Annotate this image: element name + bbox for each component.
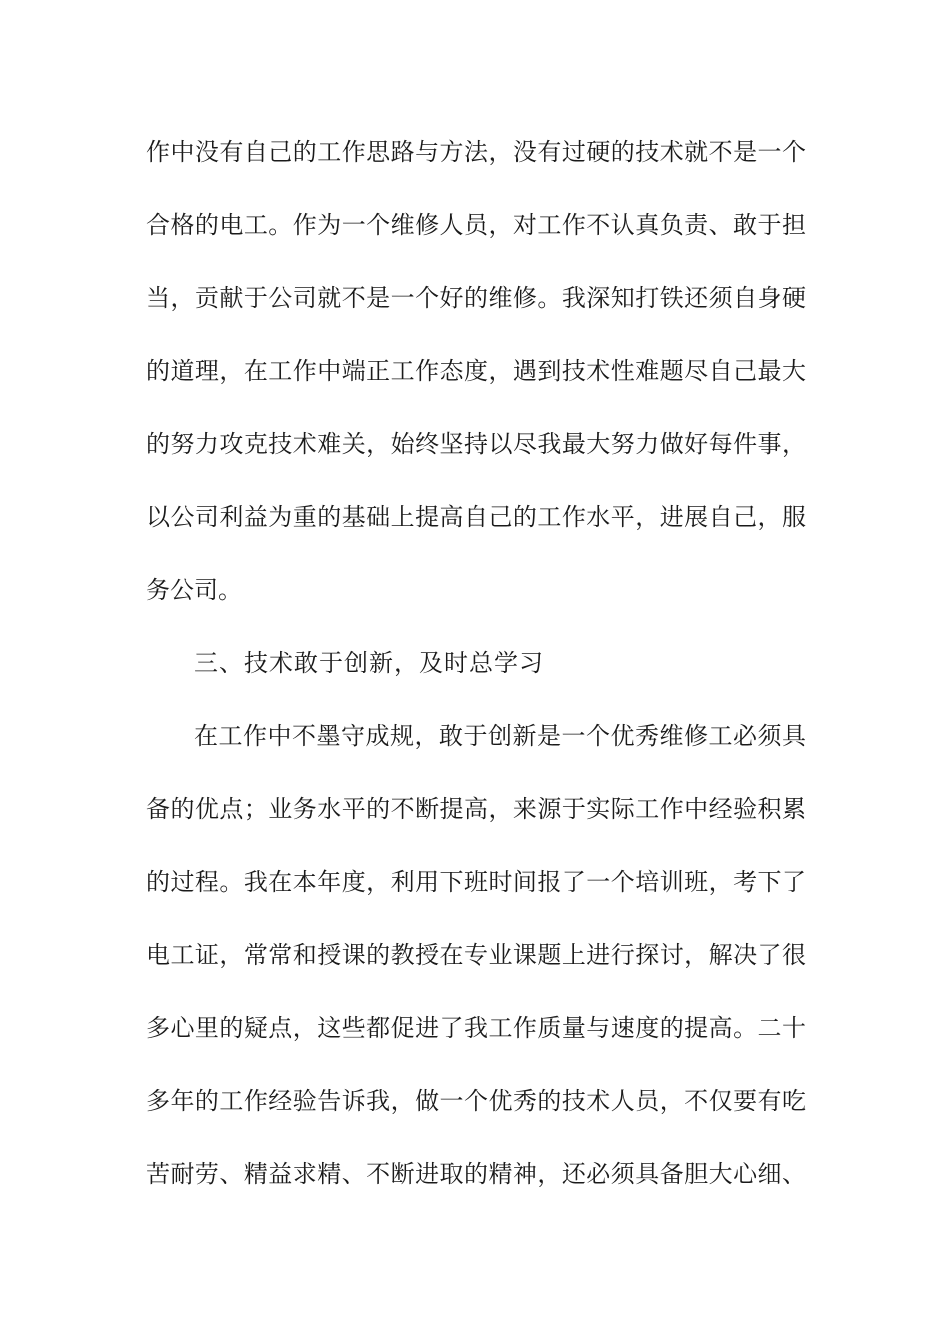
paragraph-1-line-2: 合格的电工。作为一个维修人员，对工作不认真负责、敢于担 bbox=[146, 211, 806, 239]
section-heading: 三、技术敢于创新，及时总学习 bbox=[194, 649, 544, 677]
paragraph-2-line-5: 多心里的疑点，这些都促进了我工作质量与速度的提高。二十 bbox=[146, 1014, 806, 1042]
paragraph-1-line-7: 务公司。 bbox=[146, 576, 242, 604]
paragraph-1-line-3: 当，贡献于公司就不是一个好的维修。我深知打铁还须自身硬 bbox=[146, 284, 806, 312]
paragraph-1-line-1: 作中没有自己的工作思路与方法，没有过硬的技术就不是一个 bbox=[146, 138, 806, 166]
paragraph-1-line-6: 以公司利益为重的基础上提高自己的工作水平，进展自己，服 bbox=[146, 503, 806, 531]
paragraph-2-line-6: 多年的工作经验告诉我，做一个优秀的技术人员，不仅要有吃 bbox=[146, 1087, 806, 1115]
paragraph-1-line-5: 的努力攻克技术难关，始终坚持以尽我最大努力做好每件事， bbox=[146, 430, 806, 458]
paragraph-2-line-3: 的过程。我在本年度，利用下班时间报了一个培训班，考下了 bbox=[146, 868, 806, 896]
paragraph-2-line-4: 电工证，常常和授课的教授在专业课题上进行探讨，解决了很 bbox=[146, 941, 806, 969]
paragraph-2-line-1: 在工作中不墨守成规，敢于创新是一个优秀维修工必须具 bbox=[194, 722, 806, 750]
paragraph-1-line-4: 的道理，在工作中端正工作态度，遇到技术性难题尽自己最大 bbox=[146, 357, 806, 385]
paragraph-2-line-7: 苦耐劳、精益求精、不断进取的精神，还必须具备胆大心细、 bbox=[146, 1160, 806, 1188]
paragraph-2-line-2: 备的优点；业务水平的不断提高，来源于实际工作中经验积累 bbox=[146, 795, 806, 823]
